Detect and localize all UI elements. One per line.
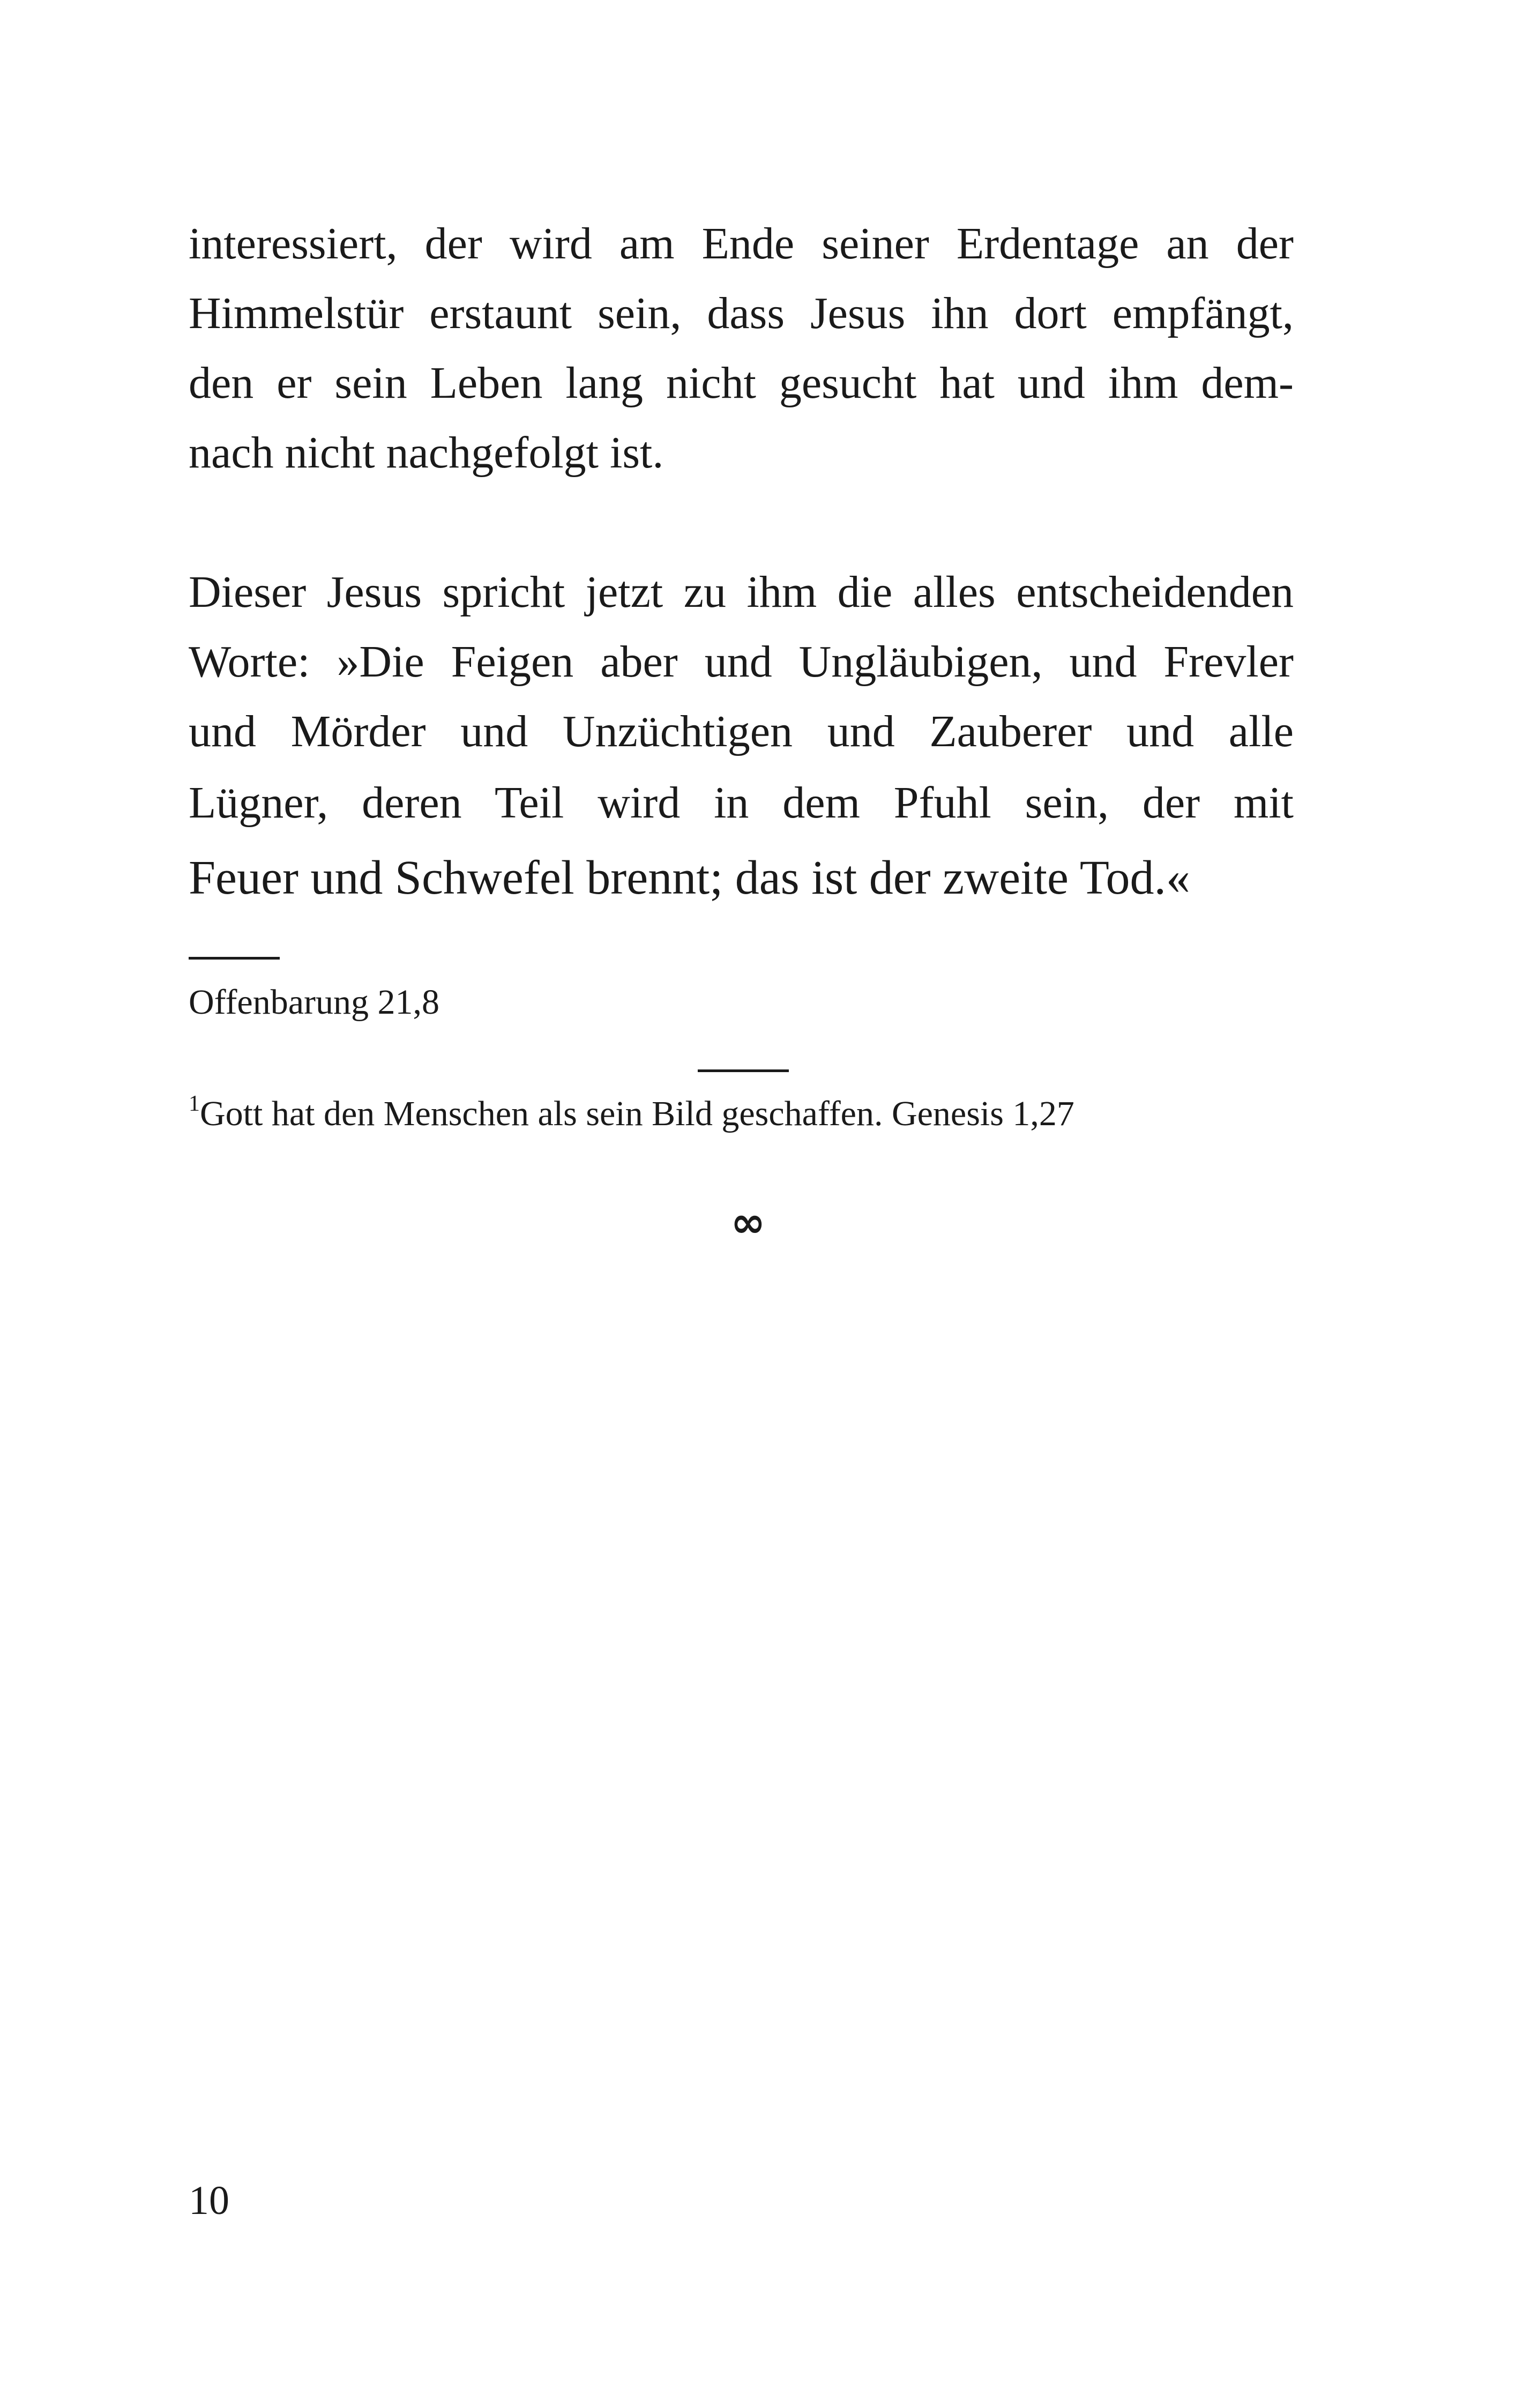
text-line: Feuer und Schwefel brennt; das ist der zweite Tod.«: [189, 851, 1191, 904]
footnote-marker: 1: [189, 1091, 200, 1116]
page-number: 10: [189, 2178, 229, 2223]
text-line: Worte: »Die Feigen aber und Ungläubigen, und Frevler: [189, 637, 1294, 687]
text-line: und Mörder und Unzüchtigen und Zauberer und alle: [189, 707, 1294, 756]
footnote: [189, 1092, 1074, 1135]
text-line: Lügner, deren Teil wird in dem Pfuhl sein, der mit: [189, 778, 1294, 828]
text-line: den er sein Leben lang nicht gesucht hat und ihm dem-: [189, 358, 1294, 408]
reference-rule: [189, 957, 280, 960]
text-line: Dieser Jesus spricht jetzt zu ihm die alles entscheidenden: [189, 567, 1294, 617]
text-line: Himmelstür erstaunt sein, dass Jesus ihn dort empfängt,: [189, 288, 1294, 338]
footnote-text: Gott hat den Menschen als sein Bild geschaffen. Genesis 1,27: [200, 1094, 1074, 1133]
text-line: interessiert, der wird am Ende seiner Erdentage an der: [189, 219, 1294, 269]
bible-reference: Offenbarung 21,8: [189, 983, 439, 1022]
text-line: nach nicht nachgefolgt ist.: [189, 428, 664, 478]
footnote-rule: [698, 1069, 789, 1072]
infinity-ornament-icon: ∞: [730, 1199, 766, 1247]
